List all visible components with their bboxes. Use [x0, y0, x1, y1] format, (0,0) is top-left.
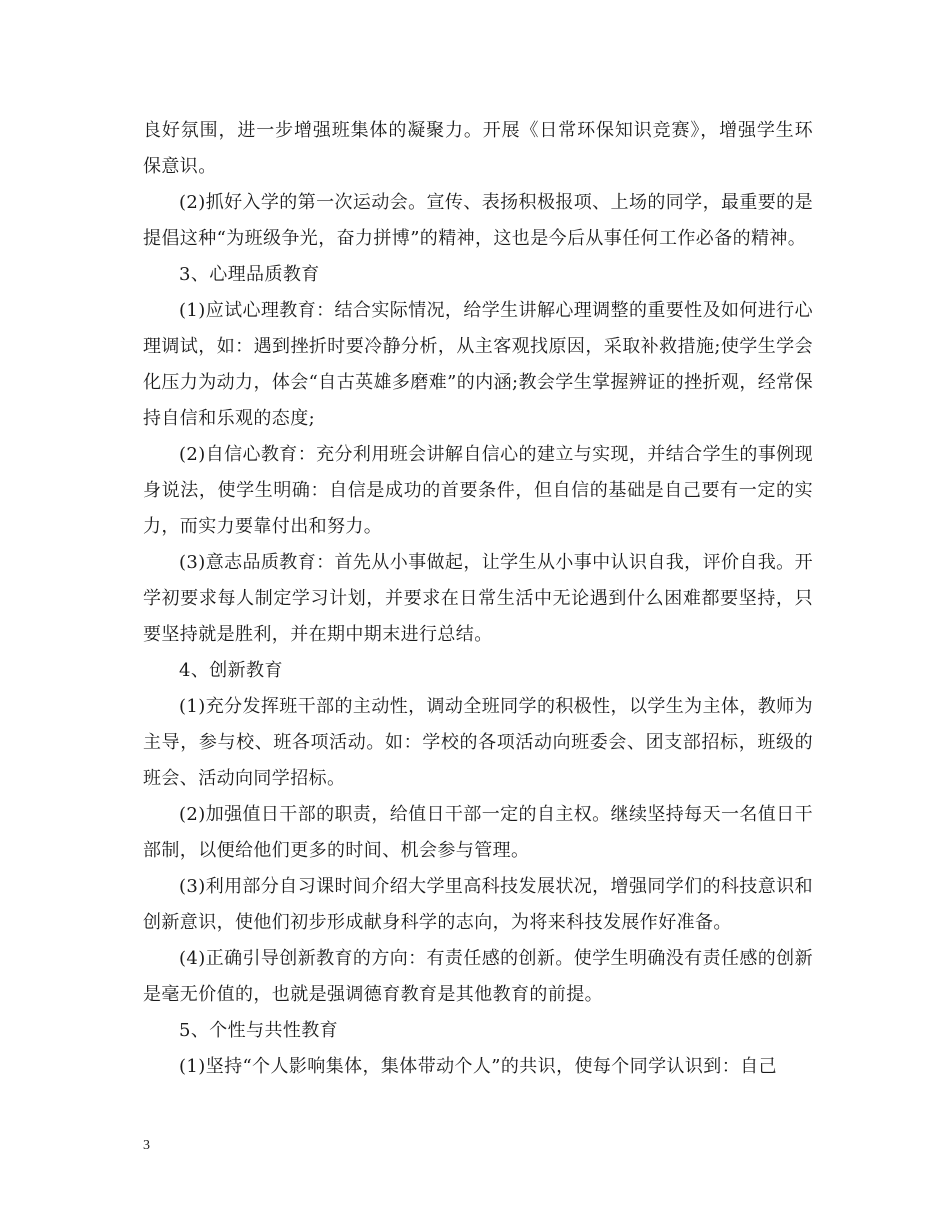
document-body — [143, 113, 813, 1085]
paragraph: (2)加强值日干部的职责，给值日干部一定的自主权。继续坚持每天一名值日干部制，以便给他们更多的时间、机会参与管理。 — [143, 804, 813, 861]
section-heading: 3、心理品质教育 — [179, 264, 320, 285]
paragraph: (1)坚持“个人影响集体，集体带动个人”的共识，使每个同学认识到：自己 — [179, 1056, 777, 1077]
paragraph: (4)正确引导创新教育的方向：有责任感的创新。使学生明确没有责任感的创新是毫无价值的，也就是强调德育教育是其他教育的前提。 — [143, 948, 813, 1005]
paragraph: (3)意志品质教育：首先从小事做起，让学生从小事中认识自我，评价自我。开学初要求每人制定学习计划，并要求在日常生活中无论遇到什么困难都要坚持，只要坚持就是胜利，并在期中期末进行总结。 — [143, 552, 813, 645]
paragraph: (2)自信心教育：充分利用班会讲解自信心的建立与实现，并结合学生的事例现身说法，使学生明确：自信是成功的首要条件，但自信的基础是自己要有一定的实力，而实力要靠付出和努力。 — [143, 444, 813, 537]
section-heading: 5、个性与共性教育 — [179, 1020, 339, 1041]
section-heading: 4、创新教育 — [179, 660, 283, 681]
paragraph: 良好氛围，进一步增强班集体的凝聚力。开展《日常环保知识竞赛》，增强学生环保意识。 — [143, 120, 813, 177]
paragraph: (3)利用部分自习课时间介绍大学里高科技发展状况，增强同学们的科技意识和创新意识，使他们初步形成献身科学的志向，为将来科技发展作好准备。 — [143, 876, 813, 933]
paragraph: (2)抓好入学的第一次运动会。宣传、表扬积极报项、上场的同学，最重要的是提倡这种“为班级争光，奋力拼博”的精神，这也是今后从事任何工作必备的精神。 — [143, 192, 813, 249]
paragraph: (1)充分发挥班干部的主动性，调动全班同学的积极性，以学生为主体，教师为主导，参与校、班各项活动。如：学校的各项活动向班委会、团支部招标，班级的班会、活动向同学招标。 — [143, 696, 813, 789]
paragraph: (1)应试心理教育：结合实际情况，给学生讲解心理调整的重要性及如何进行心理调试，如：遇到挫折时要冷静分析，从主客观找原因，采取补救措施;使学生学会化压力为动力，体会“自古英雄多磨难”的内涵;教会学生掌握辨证的挫折观，经常保持自信和乐观的态度; — [143, 300, 813, 429]
page-number: 3 — [143, 1138, 150, 1153]
